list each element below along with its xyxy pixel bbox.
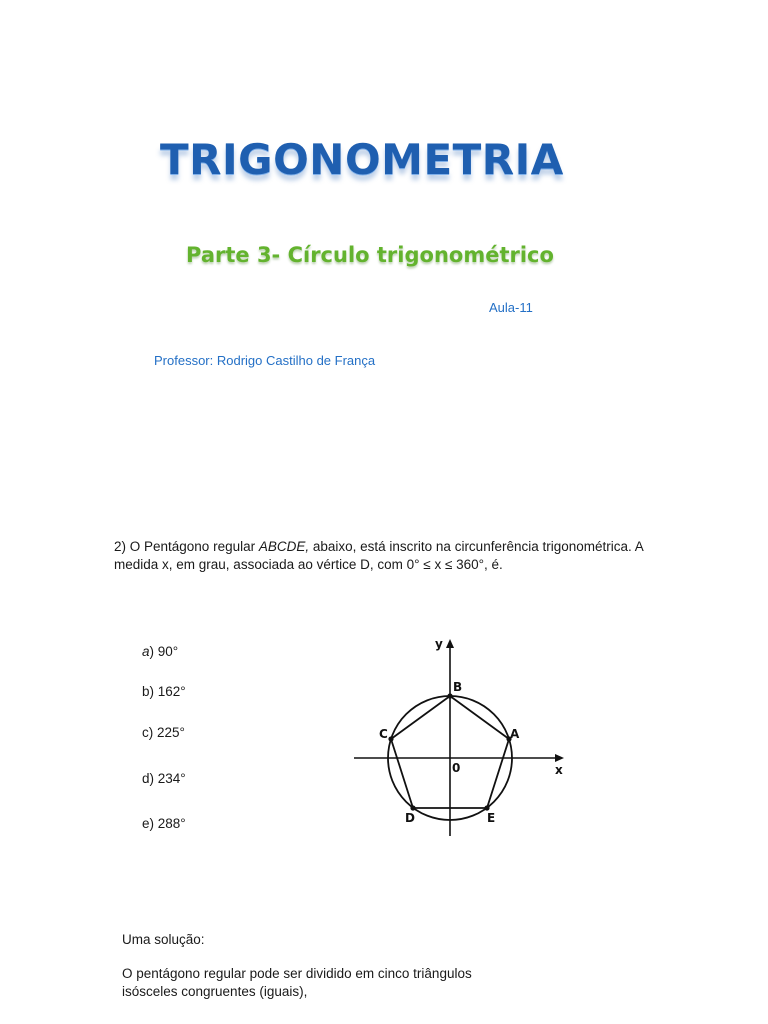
question-line1-start: 2) O Pentágono regular	[114, 539, 259, 554]
question-line2: medida x, em grau, associada ao vértice D, com 0° ≤ x ≤ 360°, é.	[114, 557, 503, 572]
question-polygon-name: ABCDE,	[258, 539, 310, 554]
option-a-text: ) 90°	[149, 644, 179, 659]
y-axis-label: y	[435, 637, 443, 651]
document-title: TRIGONOMETRIA	[160, 135, 564, 184]
solution-line1: O pentágono regular pode ser dividido em cinco triângulos	[122, 966, 472, 981]
option-d: d) 234°	[142, 771, 186, 786]
pentagon-diagram	[346, 630, 576, 845]
x-axis-arrow	[555, 754, 564, 762]
origin-label: 0	[452, 761, 461, 775]
option-c: c) 225°	[142, 725, 185, 740]
option-b: b) 162°	[142, 684, 186, 699]
vertex-b-dot	[447, 693, 452, 698]
option-a-letter: a	[142, 644, 150, 659]
professor-name: Professor: Rodrigo Castilho de França	[154, 353, 376, 368]
document-subtitle: Parte 3- Círculo trigonométrico	[186, 243, 554, 267]
x-axis-label: x	[555, 763, 563, 777]
vertex-e-label: E	[487, 811, 496, 825]
solution-heading: Uma solução:	[122, 932, 205, 947]
vertex-c-dot	[388, 736, 393, 741]
lesson-label: Aula-11	[489, 300, 533, 315]
question-text	[114, 538, 654, 574]
vertex-b-label: B	[453, 680, 463, 694]
vertex-d-label: D	[405, 811, 415, 825]
vertex-d-dot	[410, 805, 415, 810]
question-line1-end: abaixo, está inscrito na circunferência trigonométrica. A	[309, 539, 644, 554]
vertex-c-label: C	[379, 727, 388, 741]
solution-line2: isósceles congruentes (iguais),	[122, 984, 308, 999]
y-axis-arrow	[446, 639, 454, 648]
option-a	[142, 644, 178, 659]
vertex-a-label: A	[510, 727, 520, 741]
vertex-e-dot	[484, 805, 489, 810]
option-e: e) 288°	[142, 816, 186, 831]
